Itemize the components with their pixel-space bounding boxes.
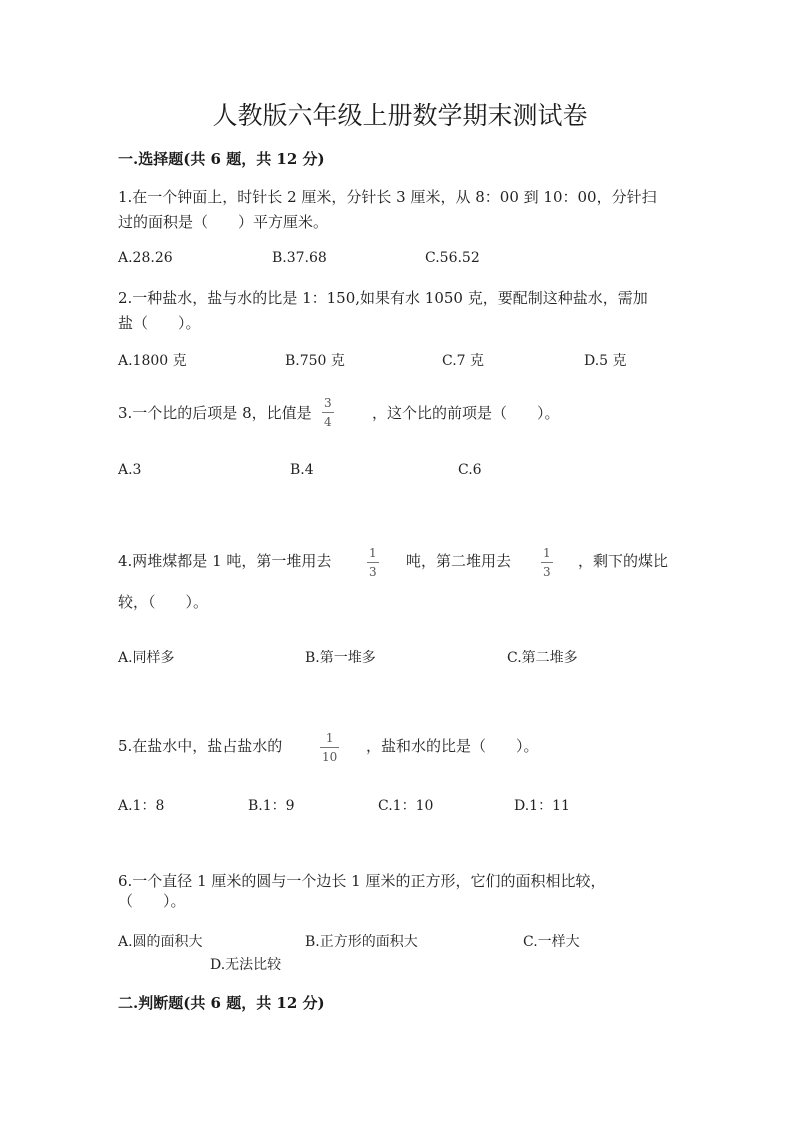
question-4-text-b: 吨，第二堆用去: [406, 552, 512, 570]
question-4-line2: 较，（ ）。: [118, 593, 209, 611]
question-1-line2: 过的面积是（ ）平方厘米。: [118, 213, 329, 231]
question-1-option-b[interactable]: B.37.68: [272, 250, 327, 266]
fraction-numerator: 1: [543, 546, 551, 560]
question-4-text-c: ，剩下的煤比: [578, 552, 669, 570]
question-3-option-c[interactable]: C.6: [458, 462, 482, 478]
question-6-option-d[interactable]: D.无法比较: [210, 957, 282, 973]
question-5-option-d[interactable]: D.1：11: [514, 798, 570, 814]
question-6-line2: （ ）。: [118, 892, 186, 910]
fraction-numerator: 1: [369, 546, 377, 560]
question-2-line1: 2.一种盐水，盐与水的比是 1：150,如果有水 1050 克，要配制这种盐水，需加: [118, 289, 648, 307]
question-3-option-b[interactable]: B.4: [290, 462, 314, 478]
question-1-line1: 1.在一个钟面上，时针长 2 厘米，分针长 3 厘米，从 8：00 到 10：00，分针扫: [118, 188, 657, 206]
question-6-option-a[interactable]: A.圆的面积大: [118, 934, 203, 950]
fraction-numerator: 3: [324, 396, 332, 410]
question-1-option-c[interactable]: C.56.52: [425, 250, 480, 266]
fraction-bar: [320, 747, 339, 748]
question-5-option-b[interactable]: B.1：9: [248, 798, 295, 814]
question-4-option-a[interactable]: A.同样多: [118, 650, 175, 666]
section-heading-judgement: 二.判断题(共 6 题，共 12 分): [118, 994, 325, 1012]
question-5-fraction: [320, 731, 339, 764]
question-6-option-c[interactable]: C.一样大: [523, 934, 580, 950]
fraction-denominator: 10: [322, 750, 338, 764]
question-4-fraction-1: [367, 546, 379, 579]
fraction-denominator: 3: [369, 565, 377, 579]
fraction-bar: [541, 562, 553, 563]
question-4-option-b[interactable]: B.第一堆多: [305, 650, 376, 666]
fraction-denominator: 4: [324, 415, 332, 429]
fraction-bar: [367, 562, 379, 563]
question-2-option-a[interactable]: A.1800 克: [118, 353, 187, 369]
page-title: 人教版六年级上册数学期末测试卷: [212, 101, 588, 130]
question-4-text-a: 4.两堆煤都是 1 吨，第一堆用去: [118, 552, 332, 570]
question-3-text-b: ，这个比的前项是（ ）。: [372, 404, 560, 422]
question-2-line2: 盐（ ）。: [118, 314, 201, 332]
question-2-option-b[interactable]: B.750 克: [285, 353, 345, 369]
question-3-option-a[interactable]: A.3: [118, 462, 142, 478]
section-heading-choice: 一.选择题(共 6 题，共 12 分): [118, 150, 325, 168]
fraction-numerator: 1: [325, 731, 334, 745]
question-4-option-c[interactable]: C.第二堆多: [507, 650, 578, 666]
fraction-denominator: 3: [543, 565, 551, 579]
question-1-option-a[interactable]: A.28.26: [118, 250, 173, 266]
question-5-text-a: 5.在盐水中，盐占盐水的: [118, 737, 283, 755]
question-5-text-b: ，盐和水的比是（ ）。: [366, 737, 539, 755]
question-3-fraction: [322, 396, 334, 429]
question-6-line1: 6.一个直径 1 厘米的圆与一个边长 1 厘米的正方形，它们的面积相比较，: [118, 872, 606, 890]
question-2-option-c[interactable]: C.7 克: [442, 353, 485, 369]
question-5-option-c[interactable]: C.1：10: [378, 798, 434, 814]
question-4-fraction-2: [541, 546, 553, 579]
question-2-option-d[interactable]: D.5 克: [584, 353, 627, 369]
question-6-option-b[interactable]: B.正方形的面积大: [305, 934, 418, 950]
question-5-option-a[interactable]: A.1：8: [118, 798, 165, 814]
fraction-bar: [322, 412, 334, 413]
question-3-text-a: 3.一个比的后项是 8，比值是: [118, 404, 312, 422]
